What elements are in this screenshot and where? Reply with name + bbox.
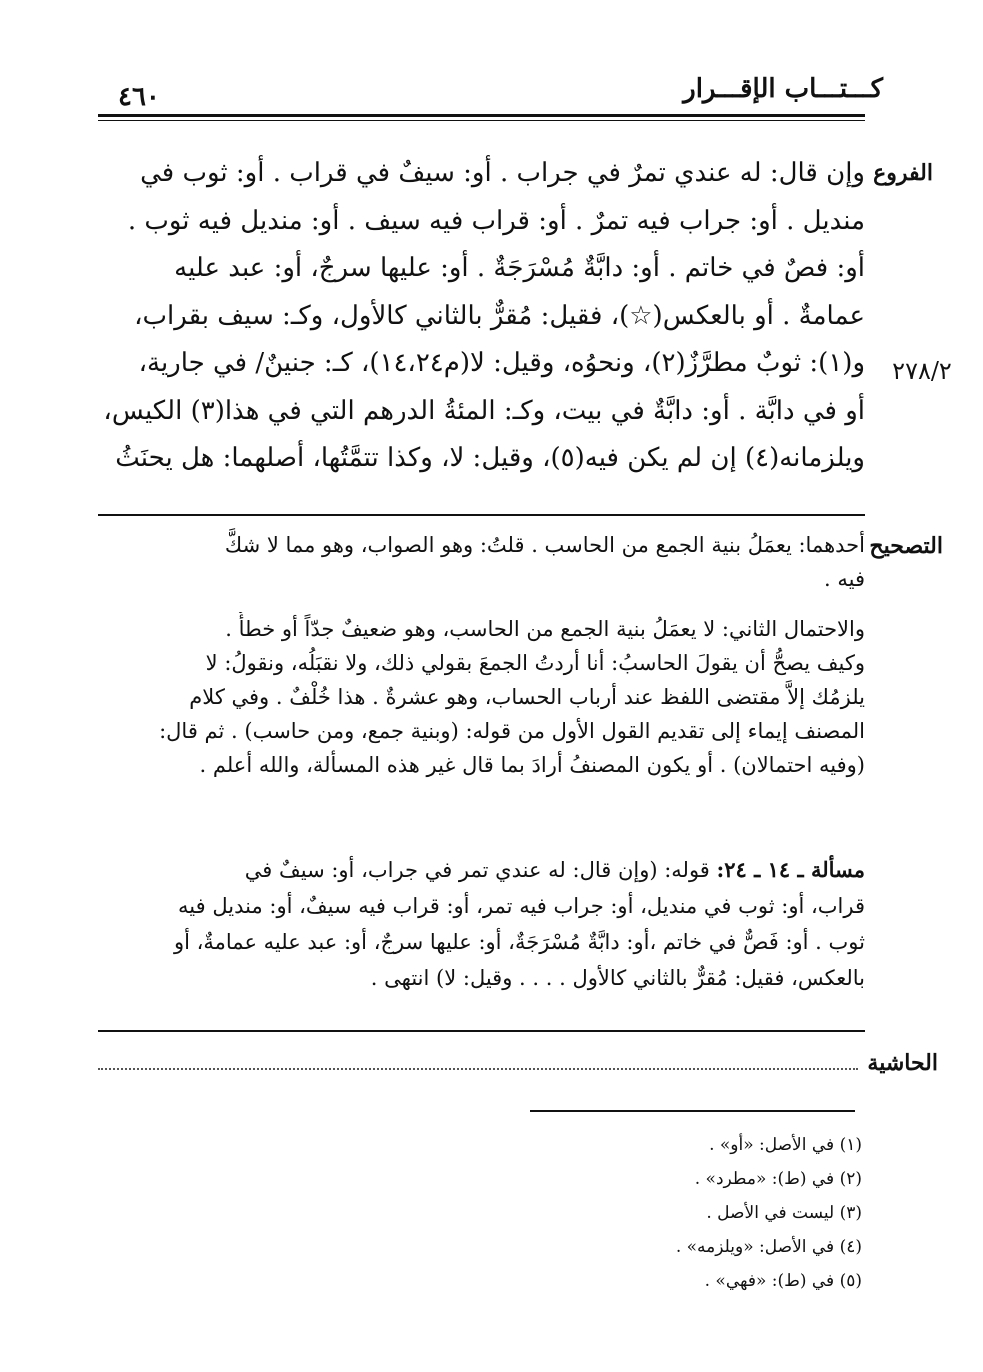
- hashiya-label: الحاشية: [867, 1050, 938, 1076]
- tashih-line: أحدهما: يعمَلُ بنية الجمع من الحاسب . قلتُ: وهو الصواب، وهو مما لا شكَّ: [224, 533, 865, 557]
- main-line: و(١): ثوبٌ مطرَّزٌ(٢)، ونحوُه، وقيل: لا(م١٤،٢٤)، كـ: جنينٌ/ في جارية،: [138, 348, 865, 378]
- masala-heading: مسألة ـ ١٤ ـ ٢٤:: [716, 857, 865, 882]
- tashih-line: والاحتمال الثاني: لا يعمَلُ بنية الجمع من الحاسب، وهو ضعيفٌ جدّاً أو خطأٌ .: [225, 617, 865, 641]
- footnote: (١) في الأصل: «أو» .: [709, 1135, 862, 1155]
- masala-line: قراب، أو: ثوب في منديل، أو: جراب فيه تمر، أو: قراب فيه سيفٌ، أو: منديل فيه: [178, 894, 865, 918]
- footnotes: [500, 1128, 862, 1298]
- footnote: (٢) في (ط): «مطرد» .: [694, 1169, 862, 1189]
- tashih-line: المصنف إيماء إلى تقديم القول الأول من قوله: (وبنية جمع، ومن حاسب) . ثم قال:: [159, 719, 865, 743]
- footnote: (٤) في الأصل: «ويلزمه» .: [675, 1237, 862, 1257]
- tashih-line: (وفيه احتمالان) . أو يكون المصنفُ أرادَ بما قال غير هذه المسألة، والله أعلم .: [199, 753, 865, 777]
- main-line: منديل . أو: جراب فيه تمرٌ . أو: قراب فيه سيف . أو: منديل فيه ثوب .: [127, 205, 865, 236]
- furu-label: الفروع: [873, 160, 933, 186]
- masala-line: قوله: (وإن قال: له عندي تمر في جراب، أو: سيفٌ في: [244, 858, 710, 882]
- masala-first-line: [98, 852, 865, 888]
- footnote: (٥) في (ط): «فهي» .: [704, 1271, 862, 1291]
- header-rule: [98, 114, 865, 117]
- main-line: أو في دابَّة . أو: دابَّةٌ في بيت، وكـ: المئةُ الدرهم التي في هذا(٣) الكيس،: [103, 395, 865, 426]
- section-divider: [98, 514, 865, 516]
- main-line: وإن قال: له عندي تمرٌ في جراب . أو: سيفٌ في قراب . أو: ثوب في: [140, 158, 865, 188]
- section-divider: [98, 1030, 865, 1032]
- main-line: عمامةٌ . أو بالعكس(☆)، فقيل: مُقرٌّ بالثاني كالأول، وكـ: سيف بقراب،: [134, 300, 865, 331]
- margin-reference: ٢٧٨/٢: [892, 357, 952, 385]
- tashih-line: وكيف يصحُّ أن يقولَ الحاسبُ: أنا أردتُ الجمعَ بقولي ذلك، ولا نقبَلُه، ونقولُ: لا: [205, 651, 865, 675]
- header-rule-thin: [98, 120, 865, 121]
- tashih-line: فيه .: [824, 567, 865, 591]
- main-text: [98, 150, 865, 483]
- footnote-rule: [530, 1110, 855, 1112]
- footnote: (٣) ليست في الأصل .: [706, 1203, 862, 1223]
- paragraph-gap: [98, 596, 865, 612]
- main-line: أو: فصٌ في خاتم . أو: دابَّةٌ مُسْرَجَةٌ . أو: عليها سرجٌ، أو: عبد عليه: [174, 253, 865, 283]
- tashih-label: التصحيح: [869, 533, 943, 559]
- tashih-line: يلزمُك إلاَّ مقتضى اللفظ عند أرباب الحساب، وهو عشرةٌ . هذا خُلْفٌ . وفي كلام: [189, 685, 865, 709]
- masala-line: بالعكس، فقيل: مُقرٌّ بالثاني كالأول . . . . وقيل: لا) انتهى .: [370, 966, 865, 990]
- main-line: ويلزمانه(٤) إن لم يكن فيه(٥)، وقيل: لا، وكذا تتمَّتُها، أصلهما: هل يحنَثُ: [115, 443, 865, 473]
- masala-text: [98, 852, 865, 996]
- tashih-text: [98, 528, 865, 782]
- dotted-leader: [98, 1068, 858, 1070]
- page-number: ٤٦٠: [118, 82, 160, 112]
- masala-line: ثوب . أو: فَصٌّ في خاتم ،أو: دابَّةٌ مُسْرَجَةٌ، أو: عليها سرجٌ، أو: عبد عليه عمامةٌ، أو: [173, 930, 865, 954]
- book-title: كـــتـــاب الإقـــرار: [683, 74, 883, 104]
